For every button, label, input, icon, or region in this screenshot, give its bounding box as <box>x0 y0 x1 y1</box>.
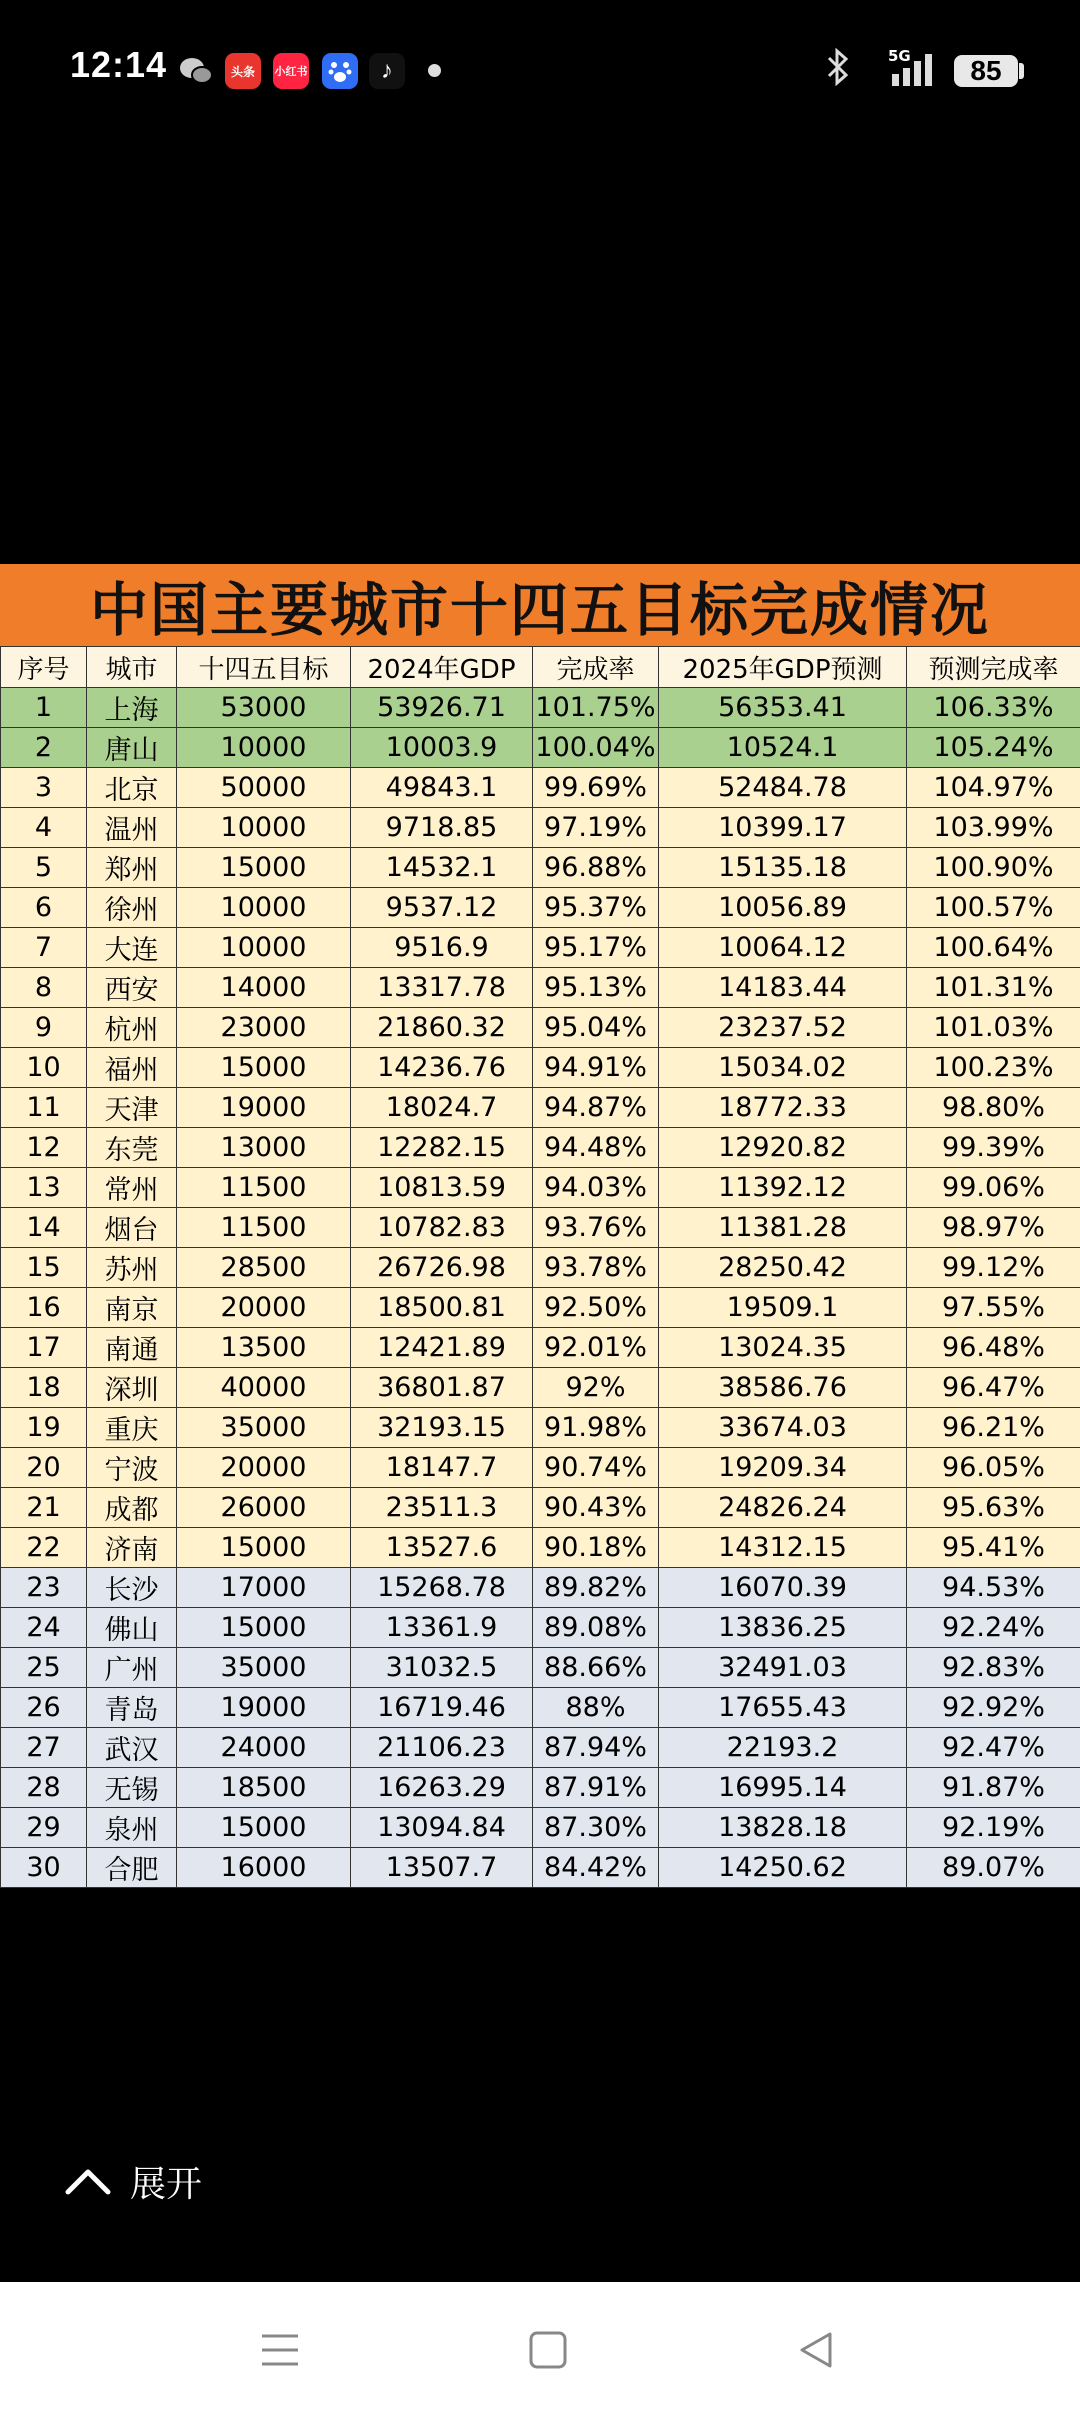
table-cell: 18500.81 <box>351 1288 533 1328</box>
table-cell: 10399.17 <box>659 808 907 848</box>
table-row <box>1 1088 1080 1128</box>
table-cell: 94.53% <box>907 1568 1080 1608</box>
table-cell: 13507.7 <box>351 1848 533 1888</box>
table-cell: 15000 <box>177 1528 351 1568</box>
table-cell: 18147.7 <box>351 1448 533 1488</box>
table-cell: 26000 <box>177 1488 351 1528</box>
bluetooth-icon <box>826 48 850 95</box>
table-cell: 26726.98 <box>351 1248 533 1288</box>
table-cell: 87.30% <box>533 1808 659 1848</box>
table-cell: 8 <box>1 968 87 1008</box>
table-cell: 20 <box>1 1448 87 1488</box>
table-cell: 16263.29 <box>351 1768 533 1808</box>
table-cell: 13317.78 <box>351 968 533 1008</box>
table-cell: 90.18% <box>533 1528 659 1568</box>
table-cell: 53926.71 <box>351 688 533 728</box>
table-cell: 53000 <box>177 688 351 728</box>
back-icon[interactable] <box>786 2322 846 2378</box>
table-cell: 32491.03 <box>659 1648 907 1688</box>
table-cell: 25 <box>1 1648 87 1688</box>
table-cell: 21106.23 <box>351 1728 533 1768</box>
table-cell: 17655.43 <box>659 1688 907 1728</box>
table-cell: 27 <box>1 1728 87 1768</box>
table-cell: 15000 <box>177 1808 351 1848</box>
table-cell: 96.47% <box>907 1368 1080 1408</box>
table-cell: 11 <box>1 1088 87 1128</box>
table-cell: 19509.1 <box>659 1288 907 1328</box>
table-cell: 10813.59 <box>351 1168 533 1208</box>
table-cell: 101.75% <box>533 688 659 728</box>
table-cell: 24000 <box>177 1728 351 1768</box>
table-row <box>1 1208 1080 1248</box>
table-row <box>1 1248 1080 1288</box>
table-cell: 100.23% <box>907 1048 1080 1088</box>
table-row <box>1 1528 1080 1568</box>
menu-icon[interactable] <box>250 2322 310 2378</box>
table-cell: 92.47% <box>907 1728 1080 1768</box>
table-row <box>1 1768 1080 1808</box>
table-cell: 105.24% <box>907 728 1080 768</box>
table-cell: 苏州 <box>87 1248 177 1288</box>
column-header: 2024年GDP <box>351 647 533 688</box>
table-cell: 92.50% <box>533 1288 659 1328</box>
table-cell: 95.41% <box>907 1528 1080 1568</box>
table-cell: 广州 <box>87 1648 177 1688</box>
table-row <box>1 1608 1080 1648</box>
table-cell: 徐州 <box>87 888 177 928</box>
table-cell: 6 <box>1 888 87 928</box>
table-cell: 10000 <box>177 888 351 928</box>
table-cell: 14312.15 <box>659 1528 907 1568</box>
table-cell: 11500 <box>177 1168 351 1208</box>
table-cell: 13828.18 <box>659 1808 907 1848</box>
table-cell: 15 <box>1 1248 87 1288</box>
table-cell: 烟台 <box>87 1208 177 1248</box>
table-cell: 100.04% <box>533 728 659 768</box>
table-cell: 95.37% <box>533 888 659 928</box>
table-cell: 15000 <box>177 848 351 888</box>
column-header: 城市 <box>87 647 177 688</box>
table-row <box>1 888 1080 928</box>
tiktok-icon: ♪ <box>369 53 405 89</box>
table-title: 中国主要城市十四五目标完成情况 <box>0 564 1080 646</box>
table-cell: 4 <box>1 808 87 848</box>
table-cell: 南京 <box>87 1288 177 1328</box>
table-cell: 青岛 <box>87 1688 177 1728</box>
column-header: 预测完成率 <box>907 647 1080 688</box>
table-cell: 杭州 <box>87 1008 177 1048</box>
table-cell: 23000 <box>177 1008 351 1048</box>
table-row <box>1 1808 1080 1848</box>
wechat-icon <box>178 53 214 89</box>
battery-tip <box>1019 63 1024 79</box>
column-header: 2025年GDP预测 <box>659 647 907 688</box>
table-cell: 常州 <box>87 1168 177 1208</box>
table-cell: 10000 <box>177 928 351 968</box>
table-cell: 14236.76 <box>351 1048 533 1088</box>
table-cell: 92% <box>533 1368 659 1408</box>
network-type-label: 5G <box>888 48 911 65</box>
table-row <box>1 1448 1080 1488</box>
table-cell: 92.19% <box>907 1808 1080 1848</box>
column-header: 十四五目标 <box>177 647 351 688</box>
table-cell: 56353.41 <box>659 688 907 728</box>
table-cell: 10524.1 <box>659 728 907 768</box>
table-cell: 19209.34 <box>659 1448 907 1488</box>
table-cell: 91.98% <box>533 1408 659 1448</box>
table-cell: 12421.89 <box>351 1328 533 1368</box>
table-cell: 成都 <box>87 1488 177 1528</box>
table-cell: 29 <box>1 1808 87 1848</box>
table-cell: 88.66% <box>533 1648 659 1688</box>
table-cell: 7 <box>1 928 87 968</box>
table-row <box>1 1168 1080 1208</box>
table-cell: 11392.12 <box>659 1168 907 1208</box>
battery-icon: 85 <box>954 55 1018 87</box>
table-cell: 福州 <box>87 1048 177 1088</box>
table-cell: 92.01% <box>533 1328 659 1368</box>
expand-button[interactable] <box>64 2156 202 2206</box>
table-cell: 21860.32 <box>351 1008 533 1048</box>
table-cell: 大连 <box>87 928 177 968</box>
more-notifications-icon <box>428 64 441 77</box>
table-cell: 15000 <box>177 1608 351 1648</box>
table-cell: 上海 <box>87 688 177 728</box>
table-cell: 93.76% <box>533 1208 659 1248</box>
table-cell: 28250.42 <box>659 1248 907 1288</box>
table-cell: 28500 <box>177 1248 351 1288</box>
gdp-table <box>0 646 1080 1888</box>
table-cell: 10064.12 <box>659 928 907 968</box>
table-cell: 19000 <box>177 1688 351 1728</box>
table-cell: 89.07% <box>907 1848 1080 1888</box>
table-cell: 100.64% <box>907 928 1080 968</box>
table-cell: 合肥 <box>87 1848 177 1888</box>
table-cell: 21 <box>1 1488 87 1528</box>
table-cell: 52484.78 <box>659 768 907 808</box>
table-cell: 98.80% <box>907 1088 1080 1128</box>
table-cell: 87.94% <box>533 1728 659 1768</box>
table-cell: 94.91% <box>533 1048 659 1088</box>
table-cell: 22193.2 <box>659 1728 907 1768</box>
table-cell: 22 <box>1 1528 87 1568</box>
table-cell: 40000 <box>177 1368 351 1408</box>
table-cell: 长沙 <box>87 1568 177 1608</box>
table-cell: 16070.39 <box>659 1568 907 1608</box>
table-cell: 103.99% <box>907 808 1080 848</box>
table-cell: 11500 <box>177 1208 351 1248</box>
table-cell: 92.24% <box>907 1608 1080 1648</box>
table-cell: 38586.76 <box>659 1368 907 1408</box>
table-cell: 10000 <box>177 808 351 848</box>
table-cell: 94.03% <box>533 1168 659 1208</box>
table-cell: 12282.15 <box>351 1128 533 1168</box>
table-cell: 23237.52 <box>659 1008 907 1048</box>
table-cell: 98.97% <box>907 1208 1080 1248</box>
table-cell: 10 <box>1 1048 87 1088</box>
table-cell: 91.87% <box>907 1768 1080 1808</box>
table-cell: 96.21% <box>907 1408 1080 1448</box>
table-cell: 35000 <box>177 1408 351 1448</box>
table-cell: 12920.82 <box>659 1128 907 1168</box>
table-cell: 24 <box>1 1608 87 1648</box>
table-cell: 深圳 <box>87 1368 177 1408</box>
table-cell: 唐山 <box>87 728 177 768</box>
table-cell: 23 <box>1 1568 87 1608</box>
table-cell: 佛山 <box>87 1608 177 1648</box>
table-cell: 19 <box>1 1408 87 1448</box>
table-cell: 13 <box>1 1168 87 1208</box>
table-row <box>1 1408 1080 1448</box>
table-cell: 96.05% <box>907 1448 1080 1488</box>
table-cell: 14000 <box>177 968 351 1008</box>
table-cell: 93.78% <box>533 1248 659 1288</box>
table-cell: 14183.44 <box>659 968 907 1008</box>
table-row <box>1 688 1080 728</box>
table-cell: 99.39% <box>907 1128 1080 1168</box>
table-cell: 100.57% <box>907 888 1080 928</box>
table-row <box>1 1488 1080 1528</box>
table-cell: 16995.14 <box>659 1768 907 1808</box>
table-cell: 97.19% <box>533 808 659 848</box>
baidu-icon <box>322 53 358 89</box>
table-row <box>1 848 1080 888</box>
table-cell: 101.31% <box>907 968 1080 1008</box>
table-cell: 14250.62 <box>659 1848 907 1888</box>
table-cell: 87.91% <box>533 1768 659 1808</box>
table-row <box>1 808 1080 848</box>
table-cell: 95.17% <box>533 928 659 968</box>
table-cell: 5 <box>1 848 87 888</box>
table-row <box>1 768 1080 808</box>
home-icon[interactable] <box>518 2322 578 2378</box>
table-cell: 49843.1 <box>351 768 533 808</box>
table-row <box>1 1328 1080 1368</box>
table-cell: 100.90% <box>907 848 1080 888</box>
table-cell: 3 <box>1 768 87 808</box>
table-cell: 13361.9 <box>351 1608 533 1648</box>
table-cell: 18772.33 <box>659 1088 907 1128</box>
table-cell: 13000 <box>177 1128 351 1168</box>
table-cell: 12 <box>1 1128 87 1168</box>
table-cell: 郑州 <box>87 848 177 888</box>
table-cell: 10782.83 <box>351 1208 533 1248</box>
table-cell: 23511.3 <box>351 1488 533 1528</box>
table-cell: 26 <box>1 1688 87 1728</box>
column-header: 序号 <box>1 647 87 688</box>
table-cell: 88% <box>533 1688 659 1728</box>
table-cell: 104.97% <box>907 768 1080 808</box>
table-cell: 北京 <box>87 768 177 808</box>
status-time: 12:14 <box>70 44 168 85</box>
table-cell: 18024.7 <box>351 1088 533 1128</box>
table-row <box>1 1048 1080 1088</box>
table-cell: 101.03% <box>907 1008 1080 1048</box>
table-cell: 17000 <box>177 1568 351 1608</box>
table-cell: 无锡 <box>87 1768 177 1808</box>
table-cell: 18500 <box>177 1768 351 1808</box>
table-row <box>1 1728 1080 1768</box>
table-cell: 宁波 <box>87 1448 177 1488</box>
table-cell: 31032.5 <box>351 1648 533 1688</box>
table-cell: 11381.28 <box>659 1208 907 1248</box>
table-cell: 13094.84 <box>351 1808 533 1848</box>
table-cell: 97.55% <box>907 1288 1080 1328</box>
table-row <box>1 1568 1080 1608</box>
table-cell: 南通 <box>87 1328 177 1368</box>
table-cell: 24826.24 <box>659 1488 907 1528</box>
table-body <box>1 688 1080 1888</box>
table-cell: 16000 <box>177 1848 351 1888</box>
table-cell: 35000 <box>177 1648 351 1688</box>
table-cell: 96.88% <box>533 848 659 888</box>
table-cell: 99.69% <box>533 768 659 808</box>
table-cell: 西安 <box>87 968 177 1008</box>
table-image[interactable] <box>0 564 1080 1886</box>
table-cell: 温州 <box>87 808 177 848</box>
table-cell: 92.83% <box>907 1648 1080 1688</box>
table-cell: 30 <box>1 1848 87 1888</box>
table-row <box>1 1848 1080 1888</box>
table-cell: 95.13% <box>533 968 659 1008</box>
table-cell: 14532.1 <box>351 848 533 888</box>
navigation-bar <box>0 2282 1080 2412</box>
table-header-row <box>1 647 1080 688</box>
table-row <box>1 1128 1080 1168</box>
table-cell: 9718.85 <box>351 808 533 848</box>
table-cell: 95.63% <box>907 1488 1080 1528</box>
table-cell: 16719.46 <box>351 1688 533 1728</box>
table-cell: 19000 <box>177 1088 351 1128</box>
column-header: 完成率 <box>533 647 659 688</box>
table-cell: 13024.35 <box>659 1328 907 1368</box>
table-cell: 84.42% <box>533 1848 659 1888</box>
table-cell: 36801.87 <box>351 1368 533 1408</box>
table-cell: 94.48% <box>533 1128 659 1168</box>
table-cell: 武汉 <box>87 1728 177 1768</box>
table-cell: 15034.02 <box>659 1048 907 1088</box>
table-cell: 15135.18 <box>659 848 907 888</box>
table-row <box>1 928 1080 968</box>
xiaohongshu-icon: 小红书 <box>273 53 309 89</box>
table-row <box>1 968 1080 1008</box>
table-cell: 94.87% <box>533 1088 659 1128</box>
table-cell: 13836.25 <box>659 1608 907 1648</box>
table-row <box>1 1288 1080 1328</box>
table-cell: 泉州 <box>87 1808 177 1848</box>
table-cell: 14 <box>1 1208 87 1248</box>
table-cell: 20000 <box>177 1288 351 1328</box>
table-cell: 90.74% <box>533 1448 659 1488</box>
expand-label: 展开 <box>130 2162 203 2204</box>
table-row <box>1 1008 1080 1048</box>
table-cell: 50000 <box>177 768 351 808</box>
table-cell: 16 <box>1 1288 87 1328</box>
table-cell: 济南 <box>87 1528 177 1568</box>
chevron-up-icon <box>64 2166 112 2196</box>
table-cell: 13500 <box>177 1328 351 1368</box>
table-cell: 99.12% <box>907 1248 1080 1288</box>
table-row <box>1 1688 1080 1728</box>
table-cell: 95.04% <box>533 1008 659 1048</box>
table-cell: 1 <box>1 688 87 728</box>
table-row <box>1 1368 1080 1408</box>
table-cell: 20000 <box>177 1448 351 1488</box>
table-cell: 99.06% <box>907 1168 1080 1208</box>
table-row <box>1 1648 1080 1688</box>
table-cell: 90.43% <box>533 1488 659 1528</box>
table-cell: 9516.9 <box>351 928 533 968</box>
table-cell: 28 <box>1 1768 87 1808</box>
table-cell: 9 <box>1 1008 87 1048</box>
table-cell: 32193.15 <box>351 1408 533 1448</box>
table-cell: 9537.12 <box>351 888 533 928</box>
table-cell: 15000 <box>177 1048 351 1088</box>
table-cell: 33674.03 <box>659 1408 907 1448</box>
table-cell: 10003.9 <box>351 728 533 768</box>
table-cell: 18 <box>1 1368 87 1408</box>
table-cell: 东莞 <box>87 1128 177 1168</box>
table-cell: 92.92% <box>907 1688 1080 1728</box>
table-cell: 106.33% <box>907 688 1080 728</box>
table-cell: 2 <box>1 728 87 768</box>
table-cell: 10056.89 <box>659 888 907 928</box>
signal-icon <box>882 48 940 88</box>
table-row <box>1 728 1080 768</box>
table-cell: 17 <box>1 1328 87 1368</box>
table-cell: 89.82% <box>533 1568 659 1608</box>
table-cell: 13527.6 <box>351 1528 533 1568</box>
table-cell: 96.48% <box>907 1328 1080 1368</box>
toutiao-icon: 头条 <box>225 53 261 89</box>
table-cell: 10000 <box>177 728 351 768</box>
table-cell: 89.08% <box>533 1608 659 1648</box>
status-bar <box>0 0 1080 140</box>
table-cell: 重庆 <box>87 1408 177 1448</box>
table-cell: 15268.78 <box>351 1568 533 1608</box>
table-cell: 天津 <box>87 1088 177 1128</box>
